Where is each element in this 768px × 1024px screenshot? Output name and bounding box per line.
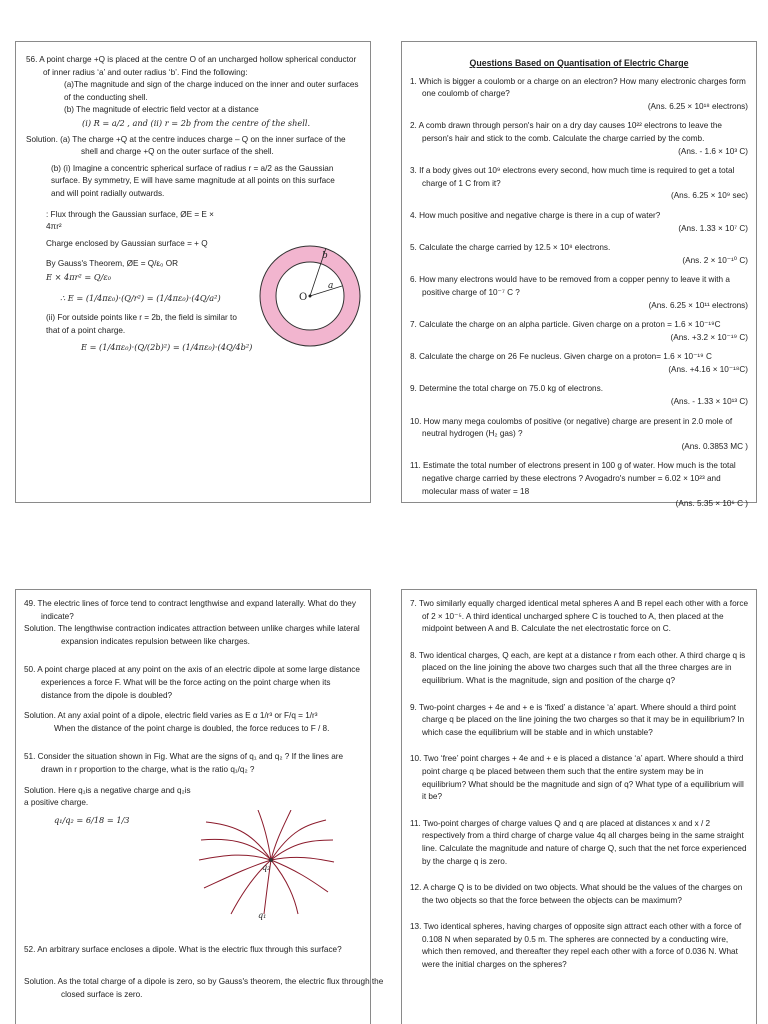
question-item: 4. How much positive and negative charge is there in a cup of water? (Ans. 1.33 × 10⁷ C) — [410, 210, 748, 233]
question-13: 13. Two identical spheres, having charges of opposite sign attract each other with a force of 0.108 N when separated by 0.5 m. The spheres are connected by a conducting wire, which then removed, and thereafter they repel each other with a force of 0.036 N. What were the initial charges on the spheres? — [410, 922, 742, 970]
question-11: 11. Two-point charges of charge values Q and q are placed at distances x and x / 2 respectively from a third charge of charge value 4q all charges being in the same straight line. Calculate the magnitude and nature of charge Q, such that the net force experienced by the charge q is zero. — [410, 818, 747, 866]
question-item: 1. Which is bigger a coulomb or a charge on an electron? How many electronic charges form one coulomb of charge? (Ans. 6.25 × 10¹⁸ electrons) — [410, 76, 748, 111]
solution-56-b-ii: (ii) For outside points like r = 2b, the field is similar to that of a point charge. — [46, 313, 237, 335]
question-item: 11. Estimate the total number of electrons present in 100 g of water. How much is the total negative charge carried by these electrons ? Avogadro's number = 6.02 × 10²³ and molecular mass of water = 18 (Ans. 5.35 × 10⁶ C ) — [410, 461, 748, 509]
question-56-part-b-cases: (i) R = a/2 , and (ii) r = 2b from the centre of the shell. — [82, 117, 311, 128]
electrostatics-questions-panel — [401, 589, 757, 1024]
gauss-theorem: By Gauss's Theorem, ØE = Q/ε₀ OR — [46, 259, 178, 269]
question-item: 3. If a body gives out 10⁹ electrons every second, how much time is required to get a total charge of 1 C from it? (Ans. 6.25 × 10⁹ sec) — [410, 166, 748, 201]
question-51: 51. Consider the situation shown in Fig. What are the signs of q₁ and q₂ ? If the lines are drawn in r proportion to the charge, what is the ratio q₁/q₂ ? — [24, 752, 344, 774]
flux-statement: : Flux through the Gaussian surface, ØE = E × 4πr² — [46, 209, 214, 232]
spherical-shell-figure — [254, 240, 366, 352]
label-b: b — [322, 251, 328, 261]
question-50: 50. A point charge placed at any point on the axis of an electric dipole at some large distance experiences a force F. What will be the force acting on the point charge when its distance from the dipole is doubled? — [24, 665, 360, 700]
label-o: O — [299, 292, 308, 303]
question-56-part-b: (b) The magnitude of electric field vector at a distance — [64, 105, 259, 115]
question-56: 56. A point charge +Q is placed at the centre O of an uncharged hollow spherical conductor of inner radius ‘a’ and outer radius ‘b’. Find the following: — [26, 55, 357, 77]
question-8: 8. Two identical charges, Q each, are kept at a distance r from each other. A third charge q is placed on the line joining the above two charges such that all the three charges are in equilibrium. What is the magnitude, sign and position of the charge q? — [410, 650, 746, 685]
solution-50-conclusion: When the distance of the point charge is doubled, the force reduces to F / 8. — [54, 723, 330, 733]
question-item: 5. Calculate the charge carried by 12.5 × 10⁸ electrons. (Ans. 2 × 10⁻¹⁰ C) — [410, 243, 748, 265]
solution-56-b-i: (b) (i) Imagine a concentric spherical surface of radius r = a/2 as the Gaussian surface. By symmetry, E will have same magnitude at all points on this surface and will point radially outwards. — [51, 163, 335, 198]
question-7: 7. Two similarly equally charged identical metal spheres A and B repel each other with a force of 2 × 10⁻⁵. A third identical uncharged sphere C is touched to A, then placed at the midpoint between A and B. Calculate the net electrostatic force on C. — [410, 599, 748, 634]
question-list — [410, 76, 748, 511]
gauss-equation: E × 4πr² = Q/ε₀ — [46, 271, 112, 282]
question-item: 10. How many mega coulombs of positive (or negative) charge are present in 2.0 mole of neutral hydrogen (H₂ gas) ? (Ans. 0.3853 MC ) — [410, 416, 748, 451]
charge-ratio: q₁/q₂ = 6/18 = 1/3 — [54, 814, 130, 825]
solution-52: Solution. As the total charge of a dipole is zero, so by Gauss's theorem, the electric flux through the closed surface is zero. — [24, 977, 384, 999]
section-title: Questions Based on Quantisation of Electric Charge — [469, 58, 689, 68]
label-q2: q₂ — [262, 863, 271, 872]
label-q1: q₁ — [258, 911, 267, 920]
quantisation-questions-panel — [401, 41, 757, 509]
solution-49: Solution. The lengthwise contraction indicates attraction between unlike charges while lateral expansion indicates repulsion between like charges. — [24, 624, 360, 646]
solution-panel-q49-q52 — [15, 589, 384, 1024]
question-item: 2. A comb drawn through person's hair on a dry day causes 10²² electrons to leave the person's hair and stick to the comb. Calculate the charge carried by the comb. (Ans. - 1.6 × 10³ C) — [410, 121, 748, 156]
question-10: 10. Two ‘free’ point charges + 4e and + e is placed a distance ‘a’ apart. Where should a third point charge q be placed between them such that the entire system may be in equilibrium? What should be the magnitude and sign of q? What type of a equilibrium will it be? — [410, 754, 744, 802]
solution-56-a: Solution. (a) The charge +Q at the centre induces charge – Q on the inner surface of the shell and charge +Q on the outer surface of the shell. — [26, 134, 346, 157]
field-result-inside: ∴ E = (1/4πε₀)·(Q/r²) = (1/4πε₀)·(4Q/a²) — [60, 292, 221, 303]
charge-enclosed: Charge enclosed by Gaussian surface = + Q — [46, 238, 208, 248]
solution-51: Solution. Here q₁is a negative charge and q₂is a positive charge. — [24, 785, 191, 808]
question-56-part-a: (a)The magnitude and sign of the charge induced on the inner and outer surfaces of the conducting shell. — [64, 80, 359, 102]
question-12: 12. A charge Q is to be divided on two objects. What should be the values of the charges on the two objects so that the force between the objects can be maximum? — [410, 883, 743, 905]
question-52: 52. An arbitrary surface encloses a dipole. What is the electric flux through this surface? — [24, 945, 342, 954]
solution-50: Solution. At any axial point of a dipole, electric field varies as E α 1/r³ or F/q = 1/r³ — [24, 711, 318, 721]
question-9: 9. Two-point charges + 4e and + e is ‘fixed’ a distance ‘a’ apart. Where should a third point charge q be placed on the line joining the two charges so that it may be in equilibrium? In which case the equilibrium will be stable and in which unstable? — [410, 702, 745, 737]
question-item: 9. Determine the total charge on 75.0 kg of electrons. (Ans. - 1.33 × 10¹³ C) — [410, 384, 748, 407]
question-item: 6. How many electrons would have to be removed from a copper penny to leave it with a positive charge of 10⁻⁷ C ? (Ans. 6.25 × 10¹¹ electrons) — [410, 275, 748, 310]
question-49: 49. The electric lines of force tend to contract lengthwise and expand laterally. What do they indicate? — [24, 599, 356, 621]
question-item: 7. Calculate the charge on an alpha particle. Given charge on a proton = 1.6 × 10⁻¹⁹C (Ans. +3.2 × 10⁻¹⁹ C) — [410, 320, 748, 342]
solution-panel-q56 — [15, 41, 371, 503]
field-lines-figure — [196, 810, 336, 920]
question-item: 8. Calculate the charge on 26 Fe nucleus. Given charge on a proton= 1.6 × 10⁻¹⁹ C (Ans. +4.16 × 10⁻¹⁸C) — [410, 352, 748, 374]
field-result-outside: E = (1/4πε₀)·(Q/(2b)²) = (1/4πε₀)·(4Q/4b²) — [81, 342, 253, 353]
label-a: a — [328, 281, 334, 291]
